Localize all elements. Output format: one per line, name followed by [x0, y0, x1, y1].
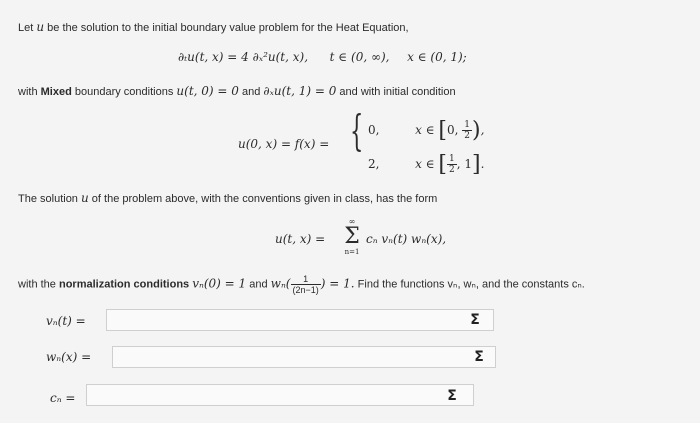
intro-text: Let u be the solution to the initial boundary value problem for the Heat Equation,: [18, 20, 409, 34]
series-lhs: u(t, x) =: [275, 232, 326, 246]
series-term: cₙ vₙ(t) wₙ(x),: [366, 232, 447, 246]
sigma-icon[interactable]: Σ: [474, 349, 484, 365]
heat-equation: ∂ₜu(t, x) = 4 ∂ₓ²u(t, x), t ∈ (0, ∞), x ∈ (0, 1);: [178, 50, 467, 64]
answer-label-w: wₙ(x) =: [46, 350, 92, 364]
boundary-conditions-text: with Mixed boundary conditions u(t, 0) = 0 and ∂ₓu(t, 1) = 0 and with initial condition: [18, 84, 456, 98]
summation: ∞ Σ n=1: [344, 217, 360, 256]
initial-condition-case2: 2, x ∈ [ $\frac{1}{2}$ , 1].: [368, 152, 485, 177]
sigma-icon[interactable]: Σ: [470, 312, 480, 328]
answer-input-v[interactable]: [106, 309, 494, 331]
initial-condition-lhs: u(0, x) = f(x) =: [238, 137, 330, 151]
answer-label-c: cₙ =: [50, 391, 76, 405]
piecewise-brace: {: [350, 106, 364, 155]
answer-input-w[interactable]: [112, 346, 496, 368]
normalization-text: with the normalization conditions vₙ(0) = 1 and wₙ( $\frac{1}{(2n-1)}$ ) = 1. Find the functions vₙ, wₙ, and the constants cₙ.: [18, 274, 585, 295]
answer-input-c[interactable]: [86, 384, 474, 406]
initial-condition-case1: 0, x ∈ [0, $\frac{1}{2}$ ),: [368, 118, 485, 143]
solution-intro-text: The solution u of the problem above, with the conventions given in class, has the form: [18, 191, 438, 205]
sigma-icon[interactable]: Σ: [447, 388, 457, 404]
answer-label-v: vₙ(t) =: [46, 314, 86, 328]
